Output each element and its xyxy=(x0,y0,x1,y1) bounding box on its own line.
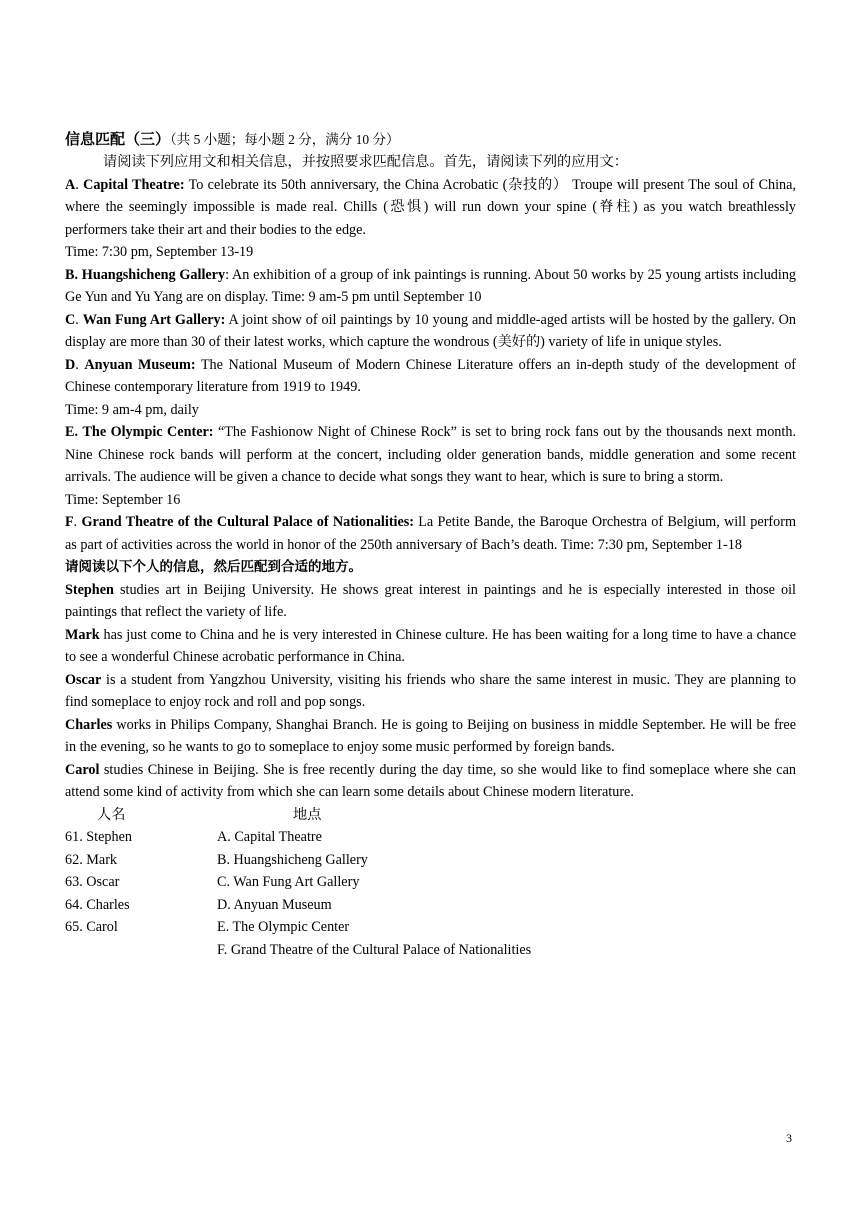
person-name: Mark xyxy=(65,626,100,643)
ad-text: : An exhibition of a group of ink paintings is running. About 50 works by 25 young artists including Ge Yun and Yu Yang are on display. Time: 9 am-5 pm until September 10 xyxy=(65,266,797,305)
person-cell: 64. Charles xyxy=(65,896,130,913)
place-cell: E. The Olympic Center xyxy=(217,919,350,935)
section-title-main: 信息匹配（三） xyxy=(65,130,171,148)
person-cell: 63. Oscar xyxy=(65,874,120,890)
ad-name: Wan Fung Art Gallery: xyxy=(82,311,226,328)
ad-text: La Petite Bande, the Baroque Orchestra of Belgium, will perform as part of activities across the world in honor of the 250th anniversary of Bach’s death. Time: 7:30 pm, September 1-18 xyxy=(65,514,797,553)
ad-a: A. Capital Theatre: To celebrate its 50th anniversary, the China Acrobatic (杂技的） Troupe will present The soul of China, where the seemingly impossible is made real. Chills (恐惧) will run down your spine (脊柱) as you watch breathlessly performers take their art and their bodies to the edge. xyxy=(65,176,796,238)
place-cell: D. Anyuan Museum xyxy=(217,896,332,913)
table-row xyxy=(65,939,796,962)
ad-label: B. xyxy=(65,266,79,283)
ad-d: D. Anyuan Museum: The National Museum of Modern Chinese Literature offers an in-depth study of the development of Chinese contemporary literature from 1919 to 1949. xyxy=(65,356,797,395)
people-instructions: 请阅读以下个人的信息，然后匹配到合适的地方。 xyxy=(65,559,362,575)
table-row xyxy=(65,826,796,849)
place-cell: F. Grand Theatre of the Cultural Palace of Nationalities xyxy=(217,941,532,958)
matching-table xyxy=(65,804,796,962)
ad-text: A joint show of oil paintings by 10 young and middle-aged artists will be hosted by the gallery. On display are more than 30 of their latest works, which capture the wondrous (美好的) variety of life in unique styles. xyxy=(65,311,797,350)
person-text: is a student from Yangzhou University, visiting his friends who share the same interest in music. They are planning to find someplace to enjoy rock and roll and pop songs. xyxy=(65,671,796,710)
person-charles xyxy=(65,714,796,759)
ad-text: The National Museum of Modern Chinese Literature offers an in-depth study of the development of Chinese contemporary literature from 1919 to 1949. xyxy=(65,356,797,395)
place-cell: B. Huangshicheng Gallery xyxy=(217,851,368,868)
header-people: 人名 xyxy=(97,806,126,823)
person-cell: 65. Carol xyxy=(65,919,118,935)
ad-label: A xyxy=(65,176,76,193)
ad-name: Grand Theatre of the Cultural Palace of Nationalities: xyxy=(81,514,415,530)
ad-time: Time: 7:30 pm, September 13-19 xyxy=(65,244,254,260)
person-name: Stephen xyxy=(65,581,114,598)
ad-text: “The Fashionow Night of Chinese Rock” is set to bring rock fans out by the thousands next month. Nine Chinese rock bands will perform at the concert, including older generation bands, middle generation and some recent arrivals. The audience will be given a chance to decide what songs they want to hear, which is sure to bring a storm. xyxy=(65,424,796,485)
matching-table-header xyxy=(65,804,796,827)
person-oscar xyxy=(65,669,796,714)
ad-time: Time: September 16 xyxy=(65,491,181,508)
person-mark xyxy=(65,624,796,669)
person-cell: 61. Stephen xyxy=(65,829,132,845)
instructions: 请阅读下列应用文和相关信息，并按照要求匹配信息。首先，请阅读下列的应用文： xyxy=(103,154,628,170)
ad-b xyxy=(65,264,796,309)
ad-name: Capital Theatre: xyxy=(83,176,185,193)
person-name: Oscar xyxy=(65,671,102,688)
person-text: studies art in Beijing University. He shows great interest in paintings and he is especially interested in those oil paintings that reflect the variety of life. xyxy=(65,581,796,620)
ad-label: F xyxy=(65,514,74,530)
document-body xyxy=(65,128,796,961)
ad-text: To celebrate its 50th anniversary, the China Acrobatic (杂技的） Troupe will present The soul of China, where the seemingly impossible is made real. Chills (恐惧) will run down your spine (脊柱) as you watch breathlessly performers take their art and their bodies to the edge. xyxy=(65,176,796,238)
ad-time: Time: 9 am-4 pm, daily xyxy=(65,401,199,418)
table-row xyxy=(65,894,796,917)
page-number: 3 xyxy=(786,1131,792,1145)
person-text: works in Philips Company, Shanghai Branch. He is going to Beijing on business in middle September. He will be free in the evening, so he wants to go to someplace to enjoy some music performed by foreign bands. xyxy=(65,716,796,755)
place-cell: C. Wan Fung Art Gallery xyxy=(217,874,360,890)
table-row xyxy=(65,871,796,894)
person-stephen xyxy=(65,579,796,624)
ad-e xyxy=(65,421,796,489)
person-cell: 62. Mark xyxy=(65,851,118,868)
person-text: has just come to China and he is very interested in Chinese culture. He has been waiting for a long time to have a chance to see a wonderful Chinese acrobatic performance in China. xyxy=(65,626,796,665)
section-title xyxy=(65,128,796,151)
ad-f: F. Grand Theatre of the Cultural Palace of Nationalities: La Petite Bande, the Baroque Orchestra of Belgium, will perform as part of activities across the world in honor of the 250th anniversary of Bach’s death. Time: 7:30 pm, September 1-18 xyxy=(65,514,797,553)
table-row xyxy=(65,916,796,939)
person-carol xyxy=(65,759,796,804)
table-row xyxy=(65,849,796,872)
ad-name: Anyuan Museum: xyxy=(84,356,196,373)
place-cell: A. Capital Theatre xyxy=(217,829,322,845)
ad-c: C. Wan Fung Art Gallery: A joint show of oil paintings by 10 young and middle-aged artists will be hosted by the gallery. On display are more than 30 of their latest works, which capture the wondrous (美好的) variety of life in unique styles. xyxy=(65,311,797,350)
section-title-note: （共 5 小题；每小题 2 分，满分 10 分） xyxy=(170,132,400,147)
ad-name: Huangshicheng Gallery xyxy=(81,266,226,283)
person-text: studies Chinese in Beijing. She is free recently during the day time, so she would like to find someplace where she can attend some kind of activity from which she can learn some details about Chinese modern literature. xyxy=(65,761,796,800)
ad-name: The Olympic Center: xyxy=(82,424,214,440)
person-name: Charles xyxy=(65,716,113,733)
ad-label: C xyxy=(65,311,76,328)
header-places: 地点 xyxy=(293,806,322,823)
person-name: Carol xyxy=(65,761,100,778)
ad-label: E. xyxy=(65,424,79,440)
ad-label: D xyxy=(65,356,76,373)
person-cell xyxy=(65,939,217,962)
